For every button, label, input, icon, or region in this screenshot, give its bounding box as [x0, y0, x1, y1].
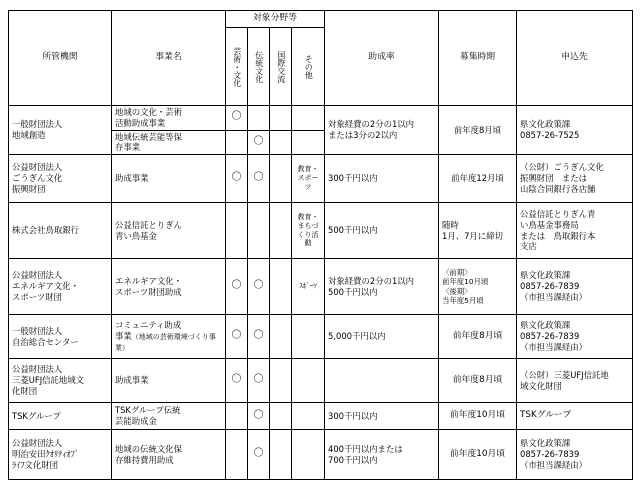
rate-cell: 300千円以内 — [325, 155, 439, 203]
arts-mark — [226, 130, 248, 155]
agency-cell: TSKグループ — [9, 403, 112, 430]
agency-cell: 公益財団法人 明治安田ｸｵﾘﾃｨｵﾌﾞ ﾗｲﾌ文化財団 — [9, 430, 112, 480]
table-row — [9, 403, 633, 430]
project-cell: 公益信託とりぎん 青い鳥基金 — [112, 203, 226, 259]
other-cell — [292, 359, 325, 403]
tradition-mark: 〇 — [248, 359, 270, 403]
intl-mark — [270, 430, 292, 480]
agency-cell: 公益財団法人 エネルギア文化・ スポーツ財団 — [9, 259, 112, 315]
agency-cell: 株式会社鳥取銀行 — [9, 203, 112, 259]
tradition-mark: 〇 — [248, 155, 270, 203]
table-row — [9, 259, 633, 315]
contact-cell: TSKグループ — [517, 403, 633, 430]
project-cell: TSKグループ伝統 芸能助成金 — [112, 403, 226, 430]
project-note: （地域の芸術環境づくり事業） — [115, 332, 216, 352]
project-cell: エネルギア文化・ スポーツ財団助成 — [112, 259, 226, 315]
other-cell: ｽﾎﾟｰﾂ — [292, 259, 325, 315]
table-row — [9, 106, 633, 131]
contact-cell: 県文化政策課 0857-26-7525 — [517, 106, 633, 155]
period-cell: 前年度8月頃 — [439, 106, 517, 155]
rate-cell: 5,000千円以内 — [325, 315, 439, 359]
tradition-mark — [248, 203, 270, 259]
rate-cell — [325, 359, 439, 403]
other-cell: 教育・ まちづ くり活 動 — [292, 203, 325, 259]
tradition-mark — [248, 106, 270, 131]
project-cell: 助成事業 — [112, 359, 226, 403]
rate-cell: 500千円以内 — [325, 203, 439, 259]
project-cell: 地域伝統芸能等保 存事業 — [112, 130, 226, 155]
other-cell — [292, 315, 325, 359]
rate-cell: 対象経費の2分の1以内 500千円以内 — [325, 259, 439, 315]
arts-mark: 〇 — [226, 106, 248, 131]
header-field-tradition: 伝統文化 — [254, 50, 264, 83]
agency-cell: 一般財団法人 地域創造 — [9, 106, 112, 155]
intl-mark — [270, 203, 292, 259]
header-fields-group: 対象分野等 — [226, 11, 325, 28]
intl-mark — [270, 403, 292, 430]
tradition-mark: 〇 — [248, 403, 270, 430]
intl-mark — [270, 155, 292, 203]
project-cell: コミュニティ助成 事業（地域の芸術環境づくり事業） — [112, 315, 226, 359]
header-field-other: その他 — [304, 54, 314, 79]
intl-mark — [270, 315, 292, 359]
intl-mark — [270, 259, 292, 315]
header-field-arts: 芸術・文化 — [232, 46, 242, 87]
period-cell: 〈前期〉 前年度10月頃 〈後期〉 当年度5月頃 — [439, 259, 517, 315]
table-row — [9, 359, 633, 403]
header-rate: 助成率 — [325, 11, 439, 106]
other-cell — [292, 403, 325, 430]
other-cell: 教育・ スポーツ — [292, 155, 325, 203]
tradition-mark: 〇 — [248, 430, 270, 480]
contact-cell: 県文化政策課 0857-26-7839 （市担当課経由） — [517, 315, 633, 359]
rate-cell: 300千円以内 — [325, 403, 439, 430]
other-cell — [292, 430, 325, 480]
agency-cell: 公益財団法人 ごうぎん文化 振興財団 — [9, 155, 112, 203]
table-row — [9, 315, 633, 359]
arts-mark — [226, 403, 248, 430]
header-contact: 申込先 — [517, 11, 633, 106]
period-cell: 前年度8月頃 — [439, 359, 517, 403]
period-cell: 前年度10月頃 — [439, 403, 517, 430]
arts-mark: 〇 — [226, 315, 248, 359]
table-row — [9, 155, 633, 203]
rate-cell: 対象経費の2分の1以内 または3分の2以内 — [325, 106, 439, 155]
table-row — [9, 203, 633, 259]
intl-mark — [270, 359, 292, 403]
table-row — [9, 430, 633, 480]
project-cell: 助成事業 — [112, 155, 226, 203]
period-cell: 随時 1月、7月に締切 — [439, 203, 517, 259]
project-cell: 地域の文化・芸術 活動助成事業 — [112, 106, 226, 131]
header-agency: 所管機関 — [9, 11, 112, 106]
arts-mark: 〇 — [226, 155, 248, 203]
header-period: 募集時期 — [439, 11, 517, 106]
contact-cell: 県文化政策課 0857-26-7839 （市担当課経由） — [517, 259, 633, 315]
arts-mark — [226, 430, 248, 480]
agency-cell: 一般財団法人 自治総合センター — [9, 315, 112, 359]
contact-cell: （公財）三菱UFJ信託地 域文化財団 — [517, 359, 633, 403]
tradition-mark: 〇 — [248, 130, 270, 155]
rate-cell: 400千円以内または 700千円以内 — [325, 430, 439, 480]
arts-mark: 〇 — [226, 259, 248, 315]
contact-cell: （公財）ごうぎん文化 振興財団 または 山陰合同銀行各店舗 — [517, 155, 633, 203]
project-cell: 地域の伝統文化保 存維持費用助成 — [112, 430, 226, 480]
header-project: 事業名 — [112, 11, 226, 106]
arts-mark: 〇 — [226, 359, 248, 403]
tradition-mark: 〇 — [248, 259, 270, 315]
arts-mark — [226, 203, 248, 259]
contact-cell: 公益信託とりぎん青 い鳥基金事務局 または 鳥取銀行本 支店 — [517, 203, 633, 259]
header-field-intl: 国際交流 — [276, 50, 286, 83]
agency-cell: 公益財団法人 三菱UFJ信託地域文 化財団 — [9, 359, 112, 403]
period-cell: 前年度12月頃 — [439, 155, 517, 203]
grant-table — [8, 10, 633, 480]
tradition-mark: 〇 — [248, 315, 270, 359]
period-cell: 前年度8月頃 — [439, 315, 517, 359]
period-cell: 前年度10月頃 — [439, 430, 517, 480]
contact-cell: 県文化政策課 0857-26-7839 （市担当課経由） — [517, 430, 633, 480]
